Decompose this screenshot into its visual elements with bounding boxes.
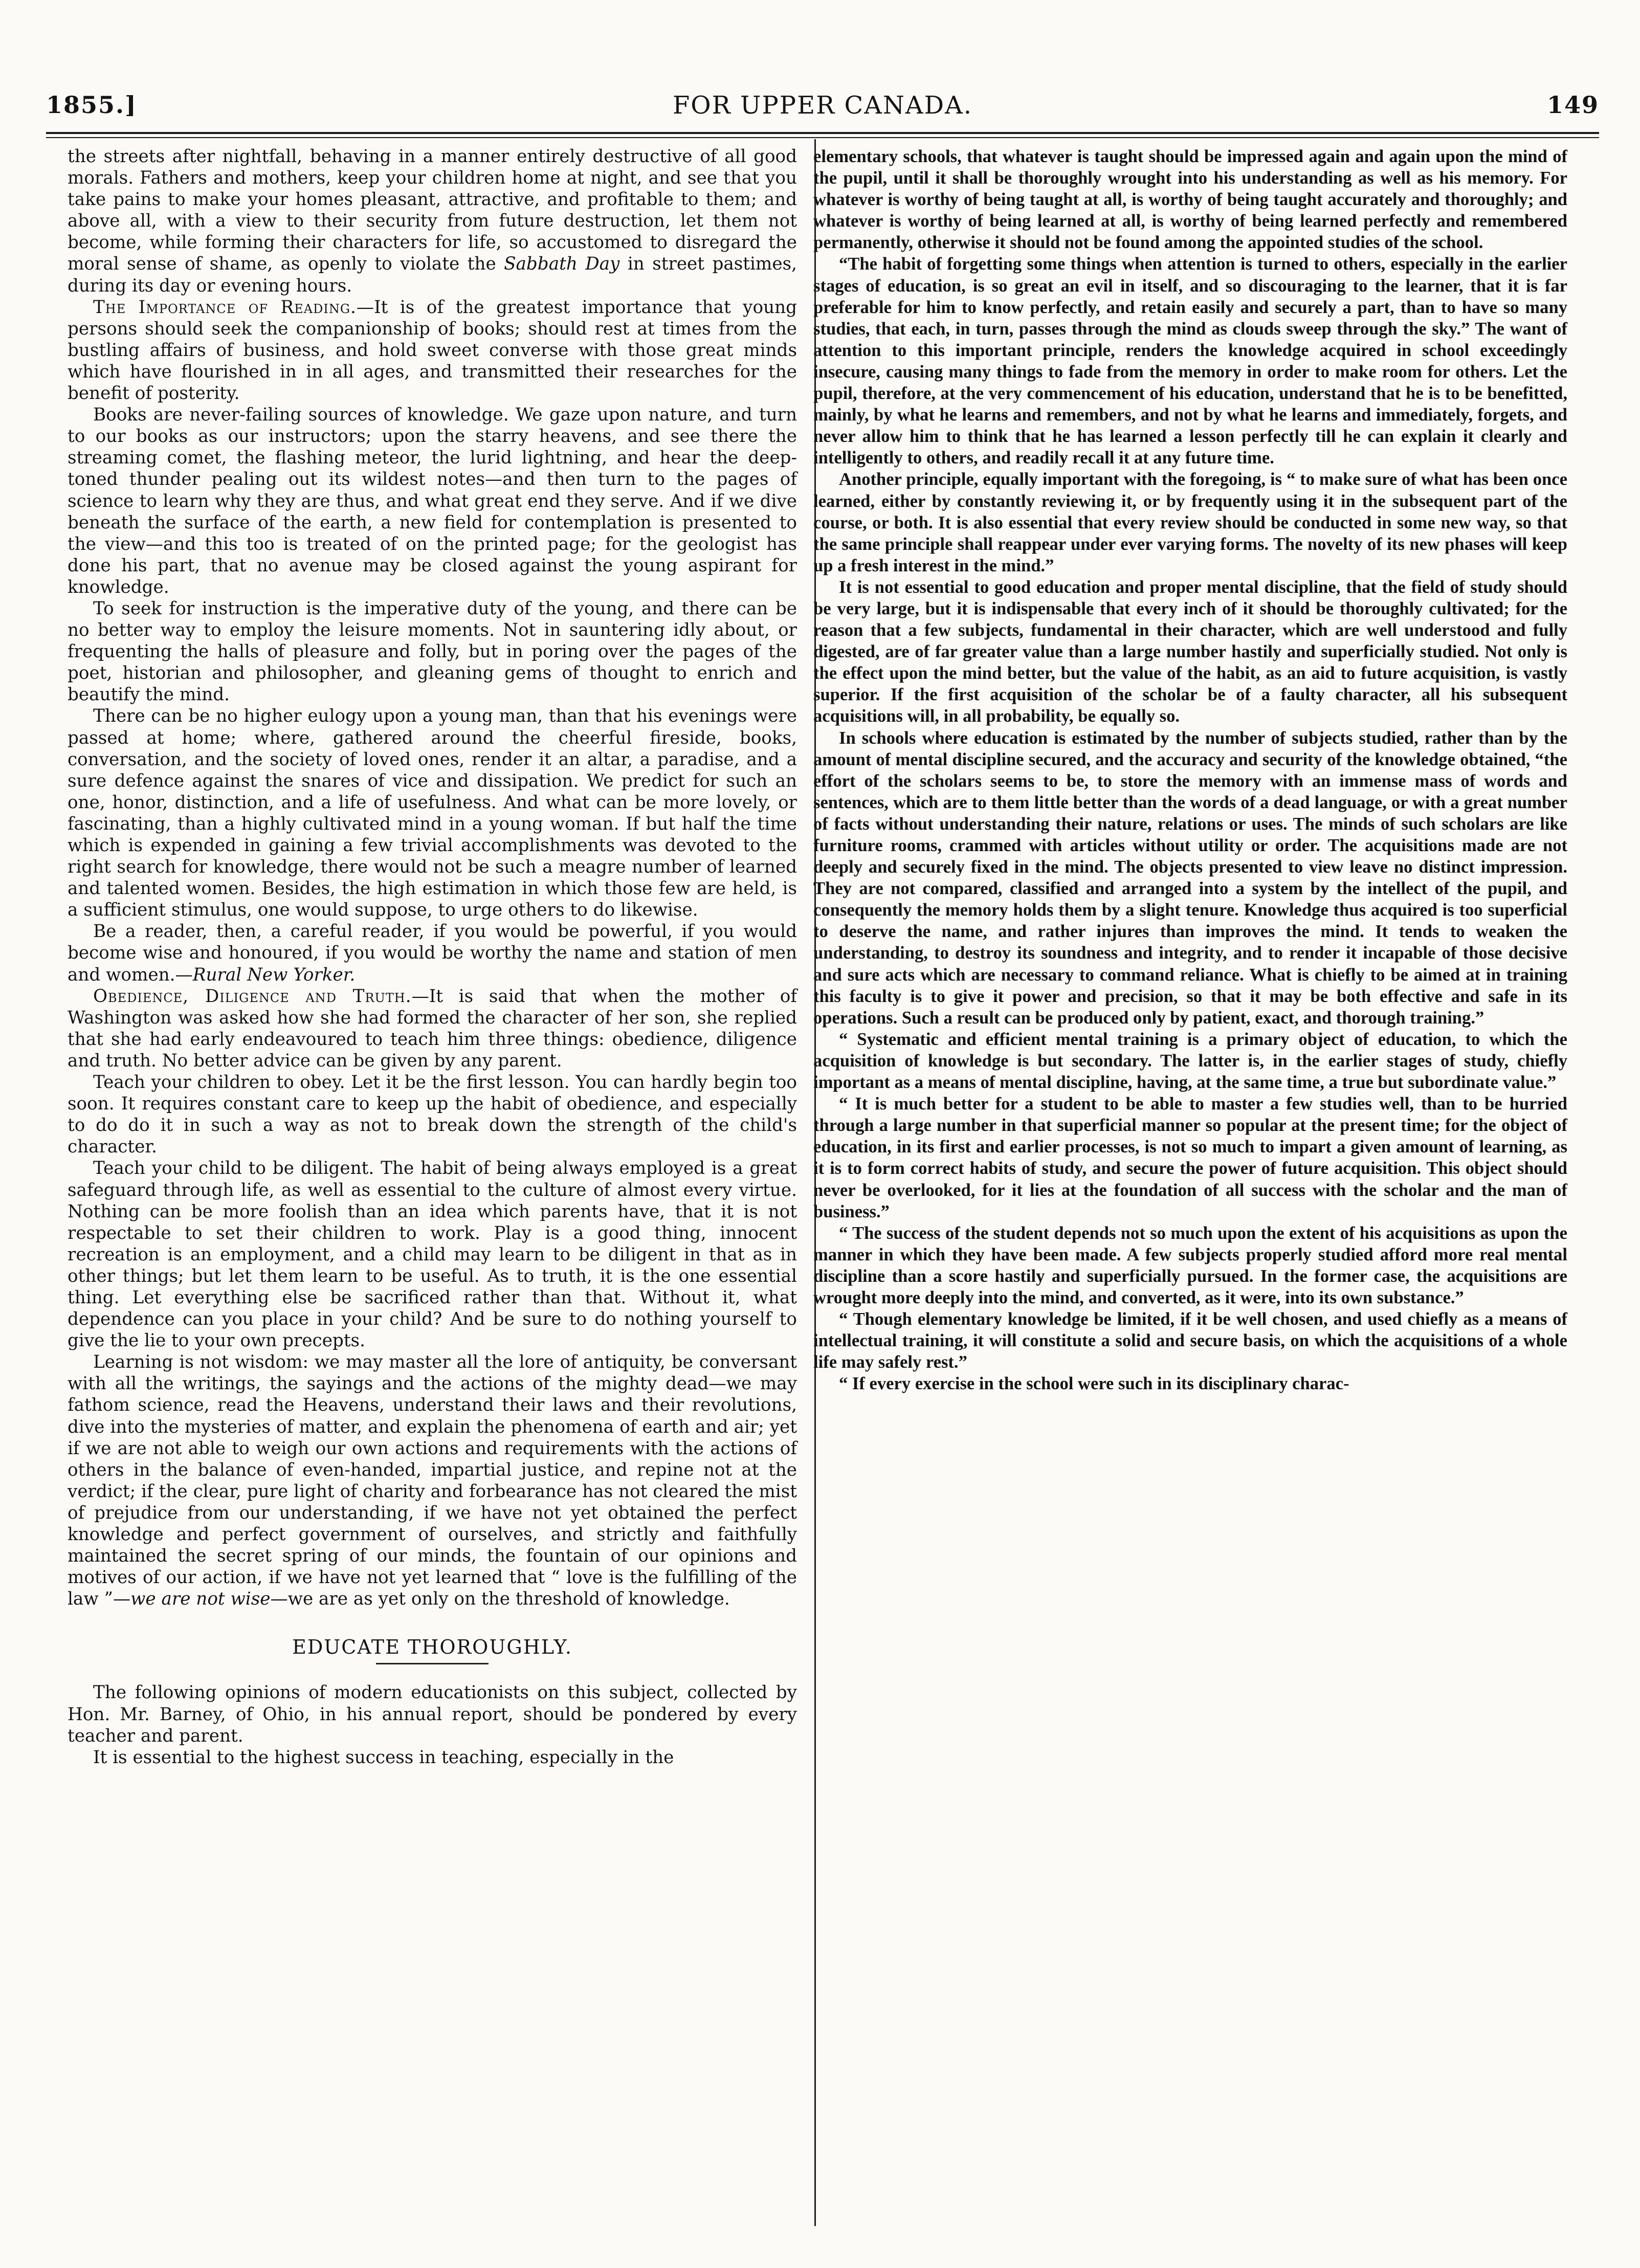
paragraph: It is not essential to good education and proper mental discipline, that the field of study should be very large, but it is indispensable that every inch of it should be thoroughly cultivated; for the reason that a few subjects, fundamental in their character, which are well understood and fully digested, are of far greater value than a large number hastily and superficially studied. Not only is the effect upon the mind better, but the value of the habit, as an aid to future acquisition, is vastly superior. If the first acquisition of the scholar be of a faulty character, all his subsequent acquisitions will, in all probability, be equally so. bbox=[813, 577, 1567, 726]
section-rule bbox=[376, 1663, 489, 1664]
page-header bbox=[46, 91, 1599, 127]
header-page-number: 149 bbox=[1546, 91, 1599, 119]
right-column bbox=[813, 146, 1567, 1394]
paragraph-obedience: Obedience, Diligence and Truth.—It is said that when the mother of Washington was asked how she had formed the character of her son, she replied that she had early endeavoured to teach him three things: obedience, diligence and truth. No better advice can be given by any parent. bbox=[68, 986, 797, 1071]
paragraph: “ It is much better for a student to be able to master a few studies well, than to be hurried through a large number in that superficial manner so popular at the present time; for the object of education, in its first and earlier processes, is not so much to impart a given amount of learning, as it is to form correct habits of study, and secure the power of future acquisition. This object should never be overlooked, for it lies at the foundation of all success with the scholar and the man of business.” bbox=[813, 1094, 1567, 1221]
left-column bbox=[68, 146, 797, 1768]
paragraph: In schools where education is estimated by the number of subjects studied, rather than by the amount of mental discipline secured, and the accuracy and security of the knowledge obtained, “the effort of the scholars seems to be, to store the memory with an immense mass of words and sentences, which are to them little better than the words of a dead language, or with a great number of facts without understanding their nature, relations or uses. The minds of such scholars are like furniture rooms, crammed with articles without utility or order. The acquisitions made are not deeply and securely fixed in the mind. The objects presented to view leave no distinct impression. They are not compared, classified and arranged into a system by the intellect of the pupil, and consequently the memory holds them by a slight tenure. Knowledge thus acquired is too superficial to deserve the name, and rather injures than improves the mind. It tends to weaken the understanding, to destroy its soundness and integrity, and to render it incapable of those decisive and sure acts which are necessary to command reliance. What is chiefly to be aimed at in training this faculty is to give it power and precision, so that it may be both effective and safe in its operations. Such a result can be produced only by patient, exact, and thorough training.” bbox=[813, 728, 1567, 1028]
paragraph-importance-of-reading: The Importance of Reading.—It is of the greatest importance that young persons should seek the companionship of books; should rest at times from the bustling affairs of business, and hold sweet converse with those great minds which have flourished in in all ages, and transmitted their researches for the benefit of posterity. bbox=[68, 297, 797, 404]
paragraph: Be a reader, then, a careful reader, if you would be powerful, if you would become wise and honoured, if you would be worthy the name and station of men and women.—Rural New Yorker. bbox=[68, 921, 797, 985]
paragraph: the streets after nightfall, behaving in a manner entirely destructive of all good morals. Fathers and mothers, keep your children home at night, and see that you take pains to make your homes pleasant, attractive, and profitable to them; and above all, with a view to their security from future destruction, let them not become, while forming their characters for life, so accustomed to disregard the moral sense of shame, as openly to violate the Sabbath Day in street pastimes, during its day or evening hours. bbox=[68, 146, 797, 296]
paragraph: elementary schools, that whatever is taught should be impressed again and again upon the mind of the pupil, until it shall be thoroughly wrought into his understanding as well as his memory. For whatever is worthy of being taught at all, is worthy of being taught accurately and thoroughly; and whatever is worthy of being learned at all, is worthy of being learned perfectly and remembered permanently, otherwise it should not be found among the appointed studies of the school. bbox=[813, 147, 1567, 253]
paragraph: To seek for instruction is the imperative duty of the young, and there can be no better way to employ the leisure moments. Not in sauntering idly about, or frequenting the halls of pleasure and folly, but in poring over the pages of the poet, historian and philosopher, and gleaning gems of thought to enrich and beautify the mind. bbox=[68, 598, 797, 705]
paragraph: Another principle, equally important with the foregoing, is “ to make sure of what has been once learned, either by constantly reviewing it, or by frequently using it in the subsequent part of the course, or both. It is also essential that every review should be conducted in some new way, so that the same principle shall reappear under ever varying forms. The novelty of its new phases will keep up a fresh interest in the mind.” bbox=[813, 470, 1567, 575]
paragraph: Learning is not wisdom: we may master all the lore of antiquity, be conversant with all the writings, the sayings and the actions of the mighty dead—we may fathom science, read the Heavens, understand their laws and their revolutions, dive into the mysteries of matter, and explain the phenomena of earth and air; yet if we are not able to weigh our own actions and requirements with the actions of others in the balance of even-handed, impartial justice, and repine not at the verdict; if the clear, pure light of charity and forbearance has not cleared the mist of prejudice from our understanding, if we have not yet obtained the perfect knowledge and perfect government of ourselves, and strictly and faithfully maintained the secret spring of our minds, the fountain of our opinions and motives of our action, if we have not yet learned that “ love is the fulfilling of the law ”—we are not wise—we are as yet only on the threshold of knowledge. bbox=[68, 1352, 797, 1610]
paragraph: “ The success of the student depends not so much upon the extent of his acquisitions as upon the manner in which they have been made. A few subjects properly studied afford more real mental discipline than a score hastily and superficially pursued. In the former case, the acquisitions are wrought more deeply into the mind, and converted, as it were, into its own substance.” bbox=[813, 1223, 1567, 1307]
run-in-heading: Obedience, Diligence and Truth. bbox=[93, 986, 412, 1007]
header-rule-thick bbox=[46, 132, 1599, 134]
paragraph: There can be no higher eulogy upon a young man, than that his evenings were passed at home; where, gathered around the cheerful fireside, books, conversation, and the society of loved ones, render it an altar, a paradise, and a sure defence against the snares of vice and dissipation. We predict for such an one, honor, distinction, and a life of usefulness. And what can be more lovely, or fascinating, than a highly cultivated mind in a young woman. If but half the time which is expended in gaining a few trivial accomplishments was devoted to the right search for knowledge, there would not be such a meagre number of learned and talented women. Besides, the high estimation in which those few are held, is a sufficient stimulus, one would suppose, to urge others to do likewise. bbox=[68, 706, 797, 921]
header-year: 1855.] bbox=[46, 91, 137, 119]
paragraph: The following opinions of modern educationists on this subject, collected by Hon. Mr. Barney, of Ohio, in his annual report, should be pondered by every teacher and parent. bbox=[68, 1682, 797, 1746]
paragraph: Teach your child to be diligent. The habit of being always employed is a great safeguard through life, as well as essential to the culture of almost every virtue. Nothing can be more foolish than an idea which parents have, that it is not respectable to set their children to work. Play is a good thing, innocent recreation is an employment, and a child may learn to be diligent in that as in other things; but let them learn to be useful. As to truth, it is the one essential thing. Let everything else be sacrificed rather than that. Without it, what dependence can you place in your child? And be sure to do nothing yourself to give the lie to your own precepts. bbox=[68, 1158, 797, 1351]
paragraph: Books are never-failing sources of knowledge. We gaze upon nature, and turn to our books as our instructors; upon the starry heavens, and see there the streaming comet, the flashing meteor, the lurid lightning, and hear the deep-toned thunder pealing out its wildest notes—and then turn to the pages of science to learn why they are thus, and what great end they serve. And if we dive beneath the surface of the earth, a new field for contemplation is presented to the view—and this too is treated of on the printed page; for the geologist has done his part, that no avenue may be closed against the young aspirant for knowledge. bbox=[68, 405, 797, 597]
paragraph: “The habit of forgetting some things when attention is turned to others, especially in the earlier stages of education, is so great an evil in itself, and so discouraging to the learner, that it is far preferable for him to know perfectly, and retain easily and securely a part, than to have so many studies, that each, in turn, passes through the mind as clouds sweep through the sky.” The want of attention to this important principle, renders the knowledge acquired in school exceedingly insecure, causing many things to fade from the memory in order to make room for others. Let the pupil, therefore, at the very commencement of his education, understand that he is to be benefitted, mainly, by what he learns and remembers, and not by what he learns and immediately, forgets, and never allow him to think that he has learned a lesson perfectly till he can explain it clearly and intelligently to others, and readily recall it at any future time. bbox=[813, 254, 1567, 468]
paragraph: “ Systematic and efficient mental training is a primary object of education, to which the acquisition of knowledge is but secondary. The latter is, in the earlier stages of study, chiefly important as a means of mental discipline, having, at the same time, a true but subordinate value.” bbox=[813, 1029, 1567, 1093]
paragraph: It is essential to the highest success in teaching, especially in the bbox=[93, 1747, 674, 1768]
source-credit: Rural New Yorker. bbox=[192, 964, 356, 985]
run-in-heading: The Importance of Reading. bbox=[93, 297, 357, 318]
header-rule-thin bbox=[46, 137, 1599, 138]
header-title: FOR UPPER CANADA. bbox=[673, 91, 972, 120]
paragraph: Teach your children to obey. Let it be the first lesson. You can hardly begin too soon. It requires constant care to keep up the habit of obedience, and especially to do do it in such a way as not to break down the strength of the child's character. bbox=[68, 1072, 797, 1158]
section-title: EDUCATE THOROUGHLY. bbox=[292, 1636, 572, 1659]
paragraph: “ If every exercise in the school were such in its disciplinary charac- bbox=[839, 1374, 1349, 1394]
paragraph: “ Though elementary knowledge be limited, if it be well chosen, and used chiefly as a means of intellectual training, it will constitute a solid and secure basis, on which the acquisitions of a whole life may safely rest.” bbox=[813, 1309, 1567, 1372]
